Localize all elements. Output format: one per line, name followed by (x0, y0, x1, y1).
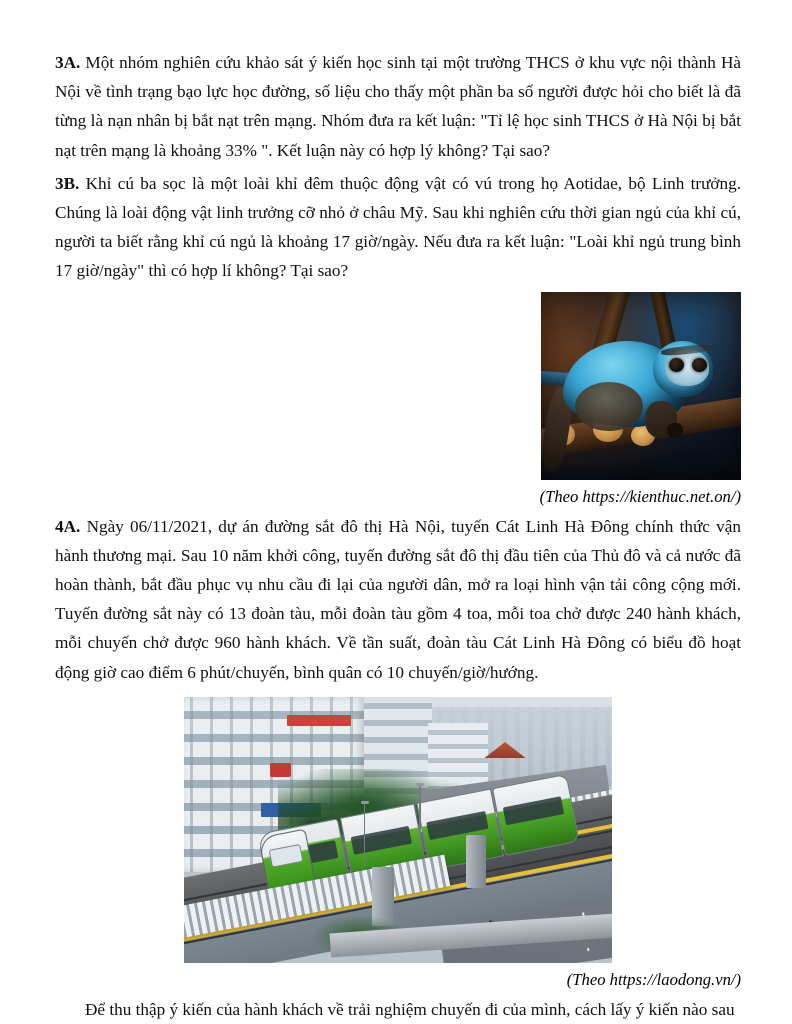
paragraph-4a-label: 4A. (55, 516, 81, 536)
figure-monkey-wrapper (55, 292, 741, 480)
train-viaduct-pier (466, 835, 485, 888)
paragraph-4a (55, 512, 741, 687)
train-sign-red-top (287, 715, 351, 726)
train-street-lamp (419, 785, 421, 838)
train-window (503, 797, 564, 825)
paragraph-3b-text: Khỉ cú ba sọc là một loài khỉ đêm thuộc động vật có vú trong họ Aotidae, bộ Linh trưởng. Chúng là loài động vật linh trưởng cỡ nhỏ ở châu Mỹ. Sau khi nghiên cứu thời gian ngủ của khỉ cú, người ta biết rằng khỉ cú ngủ là khoảng 17 giờ/ngày. Nếu đưa ra kết luận: "Loài khỉ ngủ trung bình 17 giờ/ngày" thì có hợp lí không? Tại sao? (55, 173, 741, 281)
figure-train-image (184, 697, 612, 963)
train-car (492, 774, 580, 856)
figure-train-wrapper (55, 697, 741, 963)
page-content (55, 48, 741, 1024)
paragraph-3b-label: 3B. (55, 173, 80, 193)
train-window (351, 826, 412, 854)
paragraph-4a-text: Ngày 06/11/2021, dự án đường sắt đô thị Hà Nội, tuyến Cát Linh Hà Đông chính thức vận hành thương mại. Sau 10 năm khởi công, tuyến đường sắt đô thị đầu tiên của Thủ đô và cả nước đã hoàn thành, bắt đầu phục vụ nhu cầu đi lại của người dân, mở ra loại hình vận tải công cộng mới. Tuyến đường sắt này có 13 đoàn tàu, mỗi đoàn tàu gồm 4 toa, mỗi toa chở được 240 hành khách, mỗi chuyến chở được 960 hành khách. Về tần suất, đoàn tàu Cát Linh Hà Đông có biểu đồ hoạt động giờ cao điểm 6 phút/chuyến, bình quân có 10 chuyến/giờ/hướng. (55, 516, 741, 682)
figure-monkey-caption: (Theo https://kienthuc.net.on/) (539, 486, 741, 506)
paragraph-3a-label: 3A. (55, 53, 81, 72)
paragraph-3a-text: Một nhóm nghiên cứu khảo sát ý kiến học sinh tại một trường THCS ở khu vực nội thành Hà Nội về tình trạng bạo lực học đường, số liệu cho thấy một phần ba số người được hỏi cho biết là đã từng là nạn nhân bị bắt nạt trên mạng. Nhóm đưa ra kết luận: "Tỉ lệ học sinh THCS ở Hà Nội bị bắt nạt trên mạng là khoảng 33% ". Kết luận này có hợp lý không? Tại sao? (55, 53, 741, 160)
monkey-vignette (541, 292, 741, 480)
closing-paragraph: Để thu thập ý kiến của hành khách về trải nghiệm chuyến đi của mình, cách lấy ý kiến nào sau (85, 999, 735, 1019)
train-street-lamp (364, 803, 366, 867)
paragraph-3a (55, 48, 741, 165)
figure-train-caption: (Theo https://laodong.vn/) (566, 969, 741, 989)
figure-monkey-image (541, 292, 741, 480)
paragraph-3b (55, 169, 741, 286)
